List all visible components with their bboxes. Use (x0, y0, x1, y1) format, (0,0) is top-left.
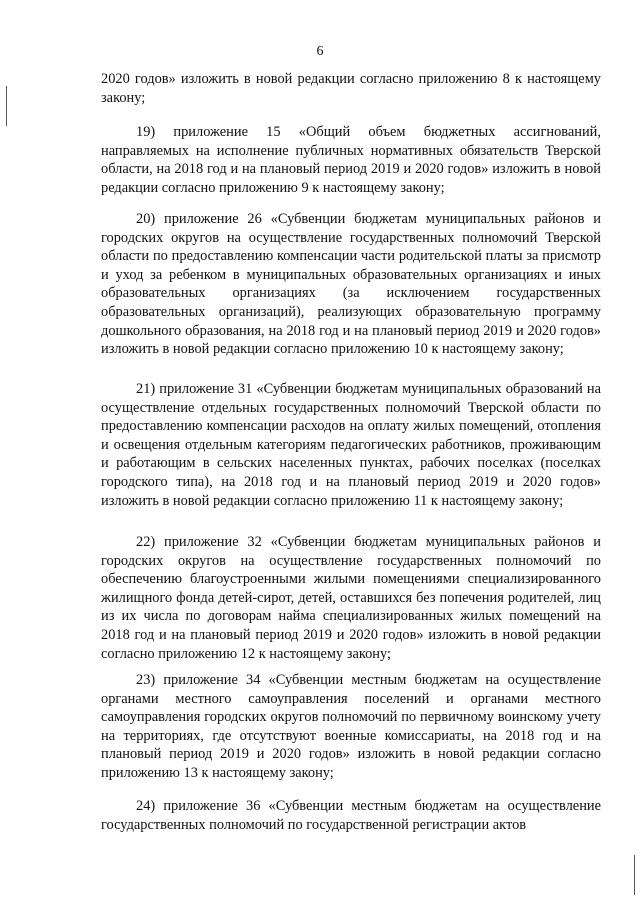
paragraph-item-20: 20) приложение 26 «Субвенции бюджетам муниципальных районов и городских округов на осуществление государственных полномочий Тверской области по предоставлению компенсации части родительской платы за присмотр и уход за ребенком в муниципальных образовательных организациях и иных образовательных организациях (за исключением государственных образовательных организаций), реализующих образовательную программу дошкольного образования, на 2018 год и на плановый период 2019 и 2020 годов» изложить в новой редакции согласно приложению 10 к настоящему закону; (101, 211, 601, 358)
scan-artifact (634, 855, 635, 895)
paragraph-item-19: 19) приложение 15 «Общий объем бюджетных ассигнований, направляемых на исполнение публичных нормативных обязательств Тверской области, на 2018 год и на плановый период 2019 и 2020 годов» изложить в новой редакции согласно приложению 9 к настоящему закону; (101, 124, 601, 196)
paragraph-item-22: 22) приложение 32 «Субвенции бюджетам муниципальных районов и городских округов на осуществление государственных полномочий по обеспечению благоустроенными жилыми помещениями специализированного жилищного фонда детей-сирот, детей, оставшихся без попечения родителей, лиц из их числа по договорам найма специализированных жилых помещений на 2018 год и на плановый период 2019 и 2020 годов» изложить в новой редакции согласно приложению 12 к настоящему закону; (101, 534, 601, 662)
paragraph-item-21: 21) приложение 31 «Субвенции бюджетам муниципальных образований на осуществление отдельных государственных полномочий Тверской области по предоставлению компенсации расходов на оплату жилых помещений, отопления и освещения отдельным категориям педагогических работников, проживающим и работающим в сельских населенных пунктах, рабочих поселках (поселках городского типа), на 2018 год и на плановый период 2019 и 2020 годов» изложить в новой редакции согласно приложению 11 к настоящему закону; (101, 381, 601, 509)
page-number: 6 (316, 44, 324, 59)
scan-artifact (6, 86, 7, 126)
paragraph-item-24: 24) приложение 36 «Субвенции местным бюджетам на осуществление государственных полномочий по государственной регистрации актов (101, 798, 601, 833)
paragraph-continuation: 2020 годов» изложить в новой редакции согласно приложению 8 к настоящему закону; (101, 71, 601, 106)
paragraph-item-23: 23) приложение 34 «Субвенции местным бюджетам на осуществление органами местного самоуправления поселений и органами местного самоуправления городских округов полномочий по первичному воинскому учету на территориях, где отсутствуют военные комиссариаты, на 2018 год и на плановый период 2019 и 2020 годов» изложить в новой редакции согласно приложению 13 к настоящему закону; (101, 672, 601, 781)
